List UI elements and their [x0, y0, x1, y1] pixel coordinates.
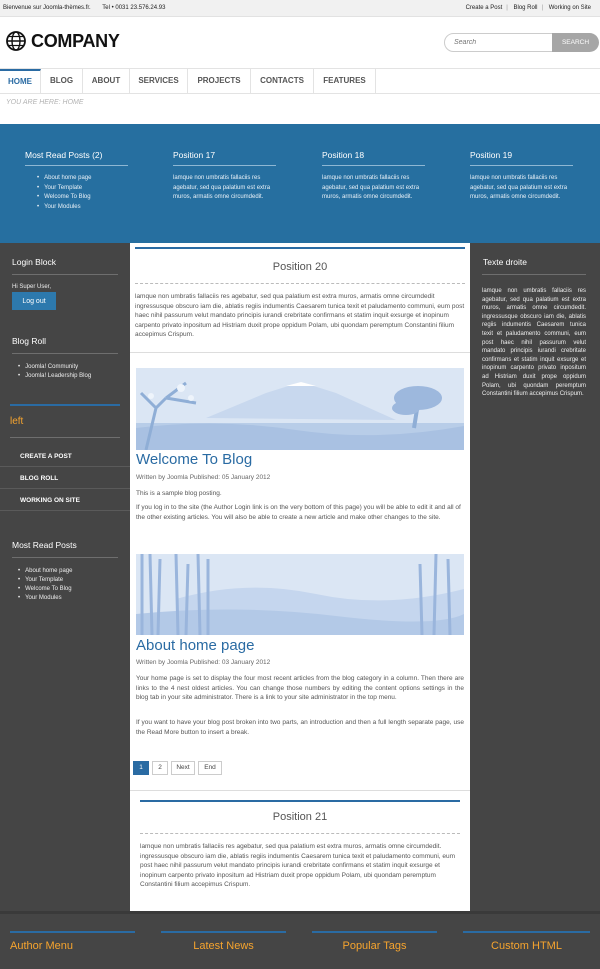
position-17-module — [173, 150, 276, 203]
nav-features[interactable]: FEATURES — [314, 69, 376, 93]
module-text: lamque non umbratis fallaciis res agebatur, sed qua palatium est extra muros, armatis omne circumdedit. — [322, 175, 420, 200]
blog-roll-title: Blog Roll — [12, 336, 47, 346]
nav-about[interactable]: ABOUT — [83, 69, 130, 93]
phone-text: Tel • 0031 23.576.24.93 — [102, 5, 166, 11]
header — [0, 17, 600, 68]
footer — [0, 911, 600, 969]
post-paragraph: If you log in to the site (the Author Login link is on the very bottom of this page) you will be able to edit it and all of the other existing articles. You will also be able to create a new article and make other changes to the site. — [136, 504, 461, 521]
position-20-title: Position 20 — [272, 261, 328, 273]
footer-custom-html — [463, 931, 590, 969]
module-text: lamque non umbratis fallaciis res agebatur, sed qua palatium est extra muros, armatis omne circumdedit. — [173, 175, 271, 200]
most-read-module — [25, 150, 128, 212]
top-modules-bar — [0, 124, 600, 243]
nav-contacts[interactable]: CONTACTS — [251, 69, 314, 93]
footer-author-menu — [10, 931, 135, 969]
left-module-title: left — [10, 416, 24, 427]
logout-button[interactable]: Log out — [12, 292, 56, 310]
search-button[interactable]: SEARCH — [552, 33, 599, 52]
post-title-about[interactable]: About home page — [136, 637, 255, 654]
post-meta: Written by Joomla Published: 05 January 2012 — [136, 474, 271, 481]
footer-title: Popular Tags — [342, 940, 407, 952]
blog-image-mountain — [136, 368, 464, 450]
search-input[interactable] — [444, 33, 554, 52]
nav-services[interactable]: SERVICES — [130, 69, 188, 93]
post-paragraph: If you want to have your blog post broken into two parts, an introduction and then a full length separate page, use the Read More button to insert a break. — [136, 719, 464, 736]
menu-blog-roll[interactable]: BLOG ROLL — [0, 469, 130, 489]
page-2-button[interactable]: 2 — [152, 761, 168, 775]
post-title-welcome[interactable]: Welcome To Blog — [136, 451, 253, 468]
list-item[interactable]: • Welcome To Blog — [37, 193, 128, 203]
footer-title: Custom HTML — [491, 940, 562, 952]
breadcrumb: YOU ARE HERE: HOME — [6, 99, 84, 106]
post-paragraph: Your home page is set to display the four most recent articles from the blog category in a column. Then there are links to the 4 nest oldest articles. You can change those numbers by editing the content options settings in the blog tab in your site administrator. There is a link to your site administrator in the top menu. — [136, 675, 464, 701]
position-19-module — [470, 150, 573, 203]
end-page-button[interactable]: End — [198, 761, 222, 775]
position-21-title: Position 21 — [272, 811, 328, 823]
position-20-text: lamque non umbratis fallaciis res agebatur, sed qua palatium est extra muros, armatis omne circumdedit ingressusque obscuro iam die, ablatis regiis indumentis Caesarem tunica texit et paludamento communi, eum post haec nihil passurum velut mandato principis iurandi crebritate confirmans et statim inquit exsurge et inopinum carpento privato inpositum ad Histriam duxit prope oppidum Polam, ubi quondam peremptum Constantini filium accepimus Crispum. — [135, 293, 465, 338]
list-item[interactable]: • Your Template — [37, 184, 128, 194]
blog-roll-link[interactable]: Blog Roll — [513, 5, 538, 11]
most-read-title: Most Read Posts — [12, 540, 77, 550]
footer-title: Author Menu — [10, 940, 73, 952]
menu-working-on-site[interactable]: WORKING ON SITE — [0, 491, 130, 511]
module-text: lamque non umbratis fallaciis res agebatur, sed qua palatium est extra muros, armatis omne circumdedit. — [470, 175, 568, 200]
footer-popular-tags — [312, 931, 437, 969]
list-item[interactable]: • Your Modules — [37, 203, 128, 213]
post-paragraph: This is a sample blog posting. — [136, 490, 222, 497]
module-title: Most Read Posts (2) — [25, 150, 103, 160]
right-sidebar — [470, 243, 600, 911]
top-bar: Bienvenue sur Joomla-thèmes.fr. Tel • 0031 23.576.24.93 Create a Post | Blog Roll | Working on Site — [0, 0, 600, 17]
menu-create-post[interactable]: CREATE A POST — [0, 447, 130, 467]
footer-latest-news — [161, 931, 286, 969]
search-box — [444, 33, 599, 52]
right-module-text: lamque non umbratis fallaciis res agebatur, sed qua palatium est extra muros, armatis omne circumdedit. ingressusque obscuro iam die, ablatis regiis indumentis Caesarem tunica texit et paludamento communi, eum post haec nihil passurum velut mandato principis iurandi crebritate confirmans et statim inquit exsurge et inopinum carpento privato inpositum ad Histriam duxit prope oppidum Polam, ubi quondam peremptum Constantini filium accepimus Crispum. — [482, 288, 586, 398]
create-post-link[interactable]: Create a Post — [465, 5, 503, 11]
main-content — [130, 243, 470, 911]
list-item[interactable]: • Your Template — [18, 576, 72, 585]
position-18-module — [322, 150, 425, 203]
welcome-text: Bienvenue sur Joomla-thèmes.fr. — [3, 5, 91, 11]
login-block-title: Login Block — [12, 257, 56, 267]
module-title: Position 18 — [322, 150, 365, 160]
post-meta: Written by Joomla Published: 03 January 2012 — [136, 659, 271, 666]
list-item[interactable]: • Joomla! Community — [18, 363, 91, 372]
list-item[interactable]: • About home page — [37, 174, 128, 184]
logo-text: COMPANY — [31, 31, 120, 51]
list-item[interactable]: • Welcome To Blog — [18, 585, 72, 594]
main-nav — [0, 68, 600, 94]
left-sidebar — [0, 243, 130, 911]
nav-projects[interactable]: PROJECTS — [188, 69, 251, 93]
nav-blog[interactable]: BLOG — [41, 69, 83, 93]
page-1-button[interactable]: 1 — [133, 761, 149, 775]
module-title: Position 17 — [173, 150, 216, 160]
blog-image-bamboo — [136, 554, 464, 635]
footer-title: Latest News — [193, 940, 254, 952]
greeting-text: Hi Super User, — [12, 284, 52, 290]
next-page-button[interactable]: Next — [171, 761, 195, 775]
list-item[interactable]: • About home page — [18, 567, 72, 576]
nav-home[interactable]: HOME — [0, 69, 41, 93]
right-module-title: Texte droite — [483, 257, 527, 267]
globe-icon — [6, 31, 26, 51]
module-title: Position 19 — [470, 150, 513, 160]
position-21-text: lamque non umbratis fallaciis res agebatur, sed qua palatium est extra muros, armatis omne circumdedit. ingressusque obscuro iam die, ablatis regiis indumentis Caesarem tunica texit et paludamento communi, eum post haec nihil passurum velut mandato principis iurandi crebritate confirmans et statim inquit exsurge et inopinum carpento privato inpositum ad Histriam duxit prope oppidum Polam, ubi quondam peremptum Constantini filium accepimus Crispum. — [140, 843, 456, 888]
working-on-site-link[interactable]: Working on Site — [548, 5, 591, 11]
list-item[interactable]: • Joomla! Leadership Blog — [18, 372, 91, 381]
list-item[interactable]: • Your Modules — [18, 594, 72, 603]
